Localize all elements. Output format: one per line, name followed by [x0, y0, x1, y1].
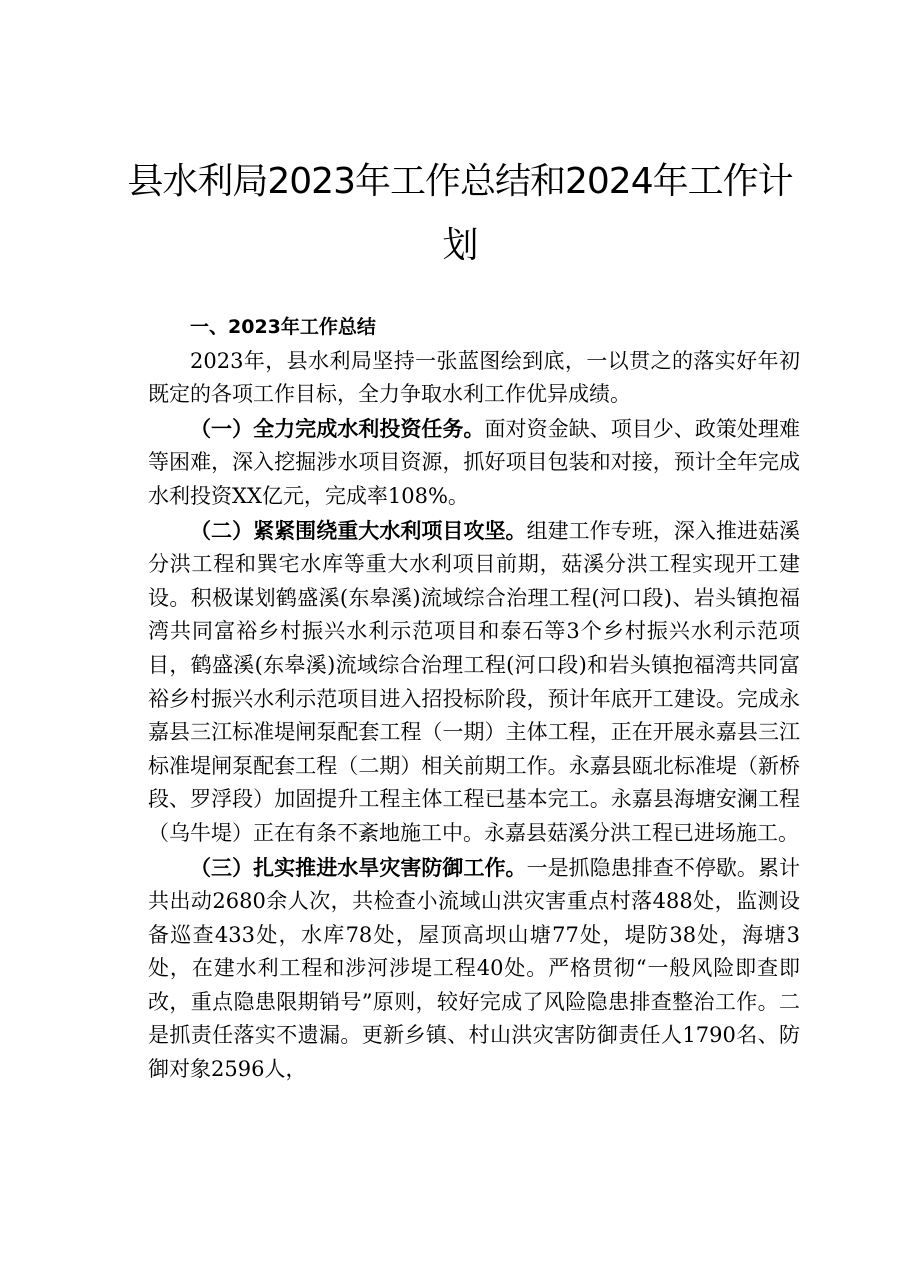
paragraph-major-projects-body: 组建工作专班，深入推进菇溪分洪工程和巽宅水库等重大水利项目前期，菇溪分洪工程实现开工建设。积极谋划鹤盛溪(东皋溪)流域综合治理工程(河口段)、岩头镇抱福湾共同富裕乡村振兴水利示范项目和泰石等3个乡村振兴水利示范项目，鹤盛溪(东皋溪)流域综合治理工程(河口段)和岩头镇抱福湾共同富裕乡村振兴水利示范项目进入招投标阶段，预计年底开工建设。完成永嘉县三江标准堤闸泵配套工程（一期）主体工程，正在开展永嘉县三江标准堤闸泵配套工程（二期）相关前期工作。永嘉县瓯北标准堤（新桥段、罗浮段）加固提升工程主体工程已基本完工。永嘉县海塘安澜工程（乌牛堤）正在有条不紊地施工中。永嘉县菇溪分洪工程已进场施工。 [148, 518, 801, 845]
document-title: 县水利局2023年工作总结和2024年工作计划 [127, 161, 793, 266]
section-heading [148, 310, 800, 345]
paragraph-investment-body: 面对资金缺、项目少、政策处理难等困难，深入挖掘涉水项目资源，抓好项目包装和对接，预计全年完成水利投资XX亿元，完成率108%。 [148, 416, 800, 508]
paragraph-investment-heading: （一）全力完成水利投资任务。 [190, 415, 485, 441]
paragraph-major-projects-heading: （二）紧紧围绕重大水利项目攻坚。 [190, 517, 527, 543]
paragraph-major-projects [148, 514, 800, 851]
paragraph-disaster-defense [148, 851, 800, 1087]
intro-paragraph: 2023年，县水利局坚持一张蓝图绘到底，一以贯之的落实好年初既定的各项工作目标，全力争取水利工作优异成绩。 [148, 348, 800, 407]
paragraph-disaster-defense-heading: （三）扎实推进水旱灾害防御工作。 [190, 854, 527, 880]
document-body [148, 310, 800, 1087]
paragraph-disaster-defense-body: 一是抓隐患排查不停歇。累计共出动2680余人次，共检查小流域山洪灾害重点村落488处，监测设备巡查433处，水库78处，屋顶高坝山塘77处，堤防38处，海塘3处，在建水利工程和涉河涉堤工程40处。严格贯彻“一般风险即查即改，重点隐患限期销号”原则，较好完成了风险隐患排查整治工作。二是抓责任落实不遗漏。更新乡镇、村山洪灾害防御责任人1790名、防御对象2596人， [148, 855, 801, 1082]
paragraph-investment [148, 412, 800, 514]
section-heading-text: 一、2023年工作总结 [190, 316, 376, 338]
